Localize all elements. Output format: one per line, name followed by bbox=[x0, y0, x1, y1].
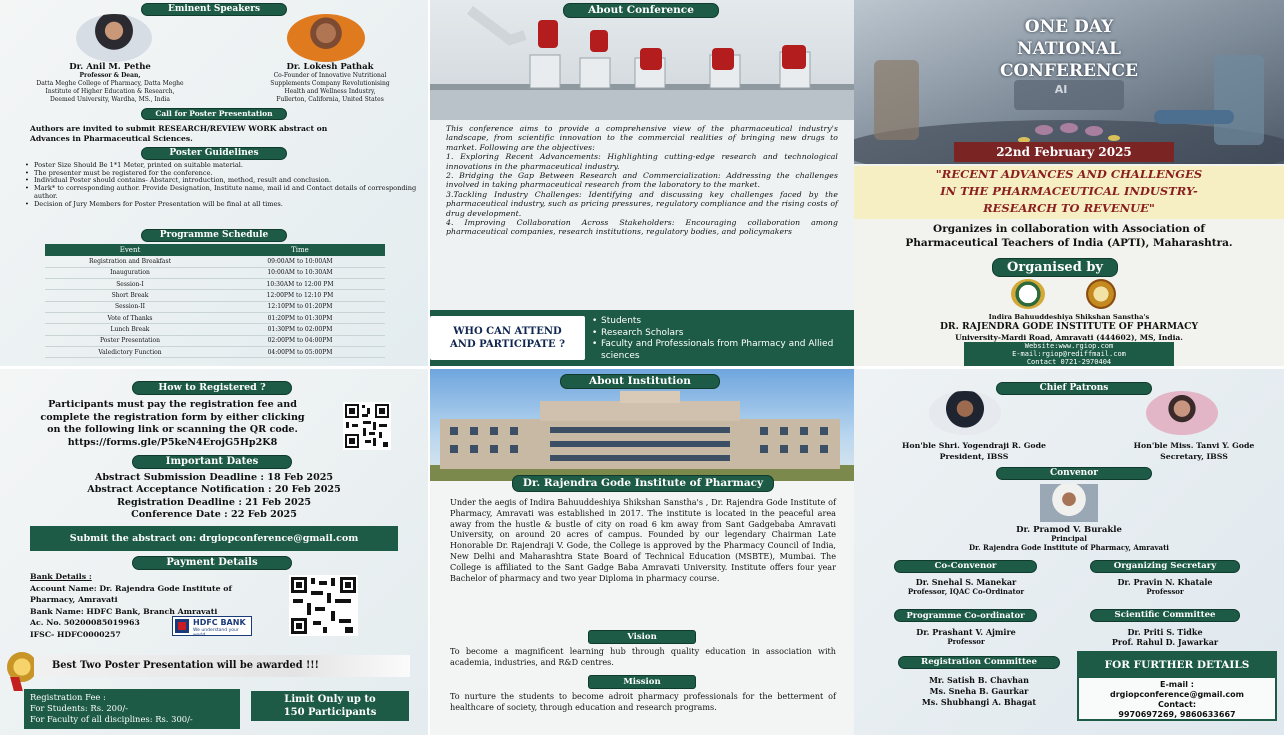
poster-panel-committee bbox=[854, 369, 1284, 735]
who-can-attend-list bbox=[592, 316, 850, 362]
chief-patrons-heading: Chief Patrons bbox=[996, 382, 1152, 395]
schedule-event: Session-I bbox=[45, 279, 215, 290]
pharma-production-line-image bbox=[430, 0, 854, 120]
schedule-row bbox=[45, 346, 385, 357]
guideline-item: • Mark* to corresponding author. Provide Designation, Institute name, mail id and Contact details of corresponding author. bbox=[25, 185, 423, 200]
schedule-event: Vote of Thanks bbox=[45, 312, 215, 323]
registration-fee-box: Registration Fee : For Students: Rs. 200/- For Faculty of all disciplines: Rs. 300/- bbox=[24, 689, 240, 729]
schedule-event: Poster Presentation bbox=[45, 335, 215, 346]
hdfc-logo-icon bbox=[175, 619, 189, 633]
schedule-row bbox=[45, 301, 385, 312]
convenor-heading: Convenor bbox=[996, 467, 1152, 480]
schedule-time: 10:30AM to 12:00 PM bbox=[215, 279, 385, 290]
payment-details-heading: Payment Details bbox=[132, 556, 292, 570]
award-announcement: Best Two Poster Presentation will be awarded !!! bbox=[34, 655, 410, 677]
patron-photo-yogendraji-gode bbox=[929, 391, 1001, 435]
conference-theme: "RECENT ADVANCES AND CHALLENGES IN THE PHARMACEUTICAL INDUSTRY- RESEARCH TO REVENUE" bbox=[854, 166, 1284, 219]
scientific-committee-heading: Scientific Committee bbox=[1090, 609, 1240, 622]
speaker-photo-anil-pethe bbox=[76, 14, 152, 62]
contact-strip bbox=[964, 342, 1174, 366]
mission-heading: Mission bbox=[588, 675, 696, 689]
conference-date: 22nd February 2025 bbox=[954, 142, 1174, 162]
schedule-event: Short Break bbox=[45, 290, 215, 301]
mission-text: To nurture the students to become adroit pharmacy professionals for the betterment of healthcare of society, through education and research programs. bbox=[450, 691, 836, 712]
speaker2-details: Co-Founder of Innovative Nutritional Supplements Company Revolutionising Health and Wellness Industry, Fullerton, California, United States bbox=[270, 72, 390, 103]
ai-chip-label: AI bbox=[1054, 83, 1068, 96]
bank-details: Bank Details : Account Name: Dr. Rajendra Gode Institute of Pharmacy, Amravati Bank Name: HDFC Bank, Branch Amravati Ac. No. 50200085019963 IFSC- HDFC0000257 bbox=[30, 572, 232, 639]
vision-heading: Vision bbox=[588, 630, 696, 644]
hdfc-bank-logo: HDFC BANK We understand your world bbox=[172, 616, 252, 636]
poster-guidelines-heading: Poster Guidelines bbox=[141, 147, 287, 160]
who-can-attend-item: • Research Scholars bbox=[592, 328, 850, 340]
how-to-register-text: Participants must pay the registration fee and complete the registration form by either clicking on the following link or scanning the QR code. https://forms.gle/P5keN4ErojG5Hp2K8 bbox=[20, 399, 325, 449]
schedule-time: 12:10PM to 01:20PM bbox=[215, 301, 385, 312]
schedule-row bbox=[45, 279, 385, 290]
guideline-item: • Poster Size Should Be 1*1 Meter, printed on suitable material. bbox=[25, 162, 423, 170]
website-link[interactable]: Website:www.rgiop.com bbox=[1024, 342, 1114, 350]
convenor-details: Dr. Pramod V. Burakle Principal Dr. Rajendra Gode Institute of Pharmacy, Amravati bbox=[969, 525, 1169, 552]
poster-panel-speakers bbox=[0, 0, 428, 366]
speaker1-details: Professor & Dean, Datta Meghe College of Pharmacy, Datta Meghe Institute of Higher Education & Research, Deemed University, Wardha, MS., India bbox=[36, 72, 184, 103]
schedule-time: 10:00AM to 10:30AM bbox=[215, 267, 385, 278]
programme-coordinator-details: Dr. Prashant V. Ajmire Professor bbox=[916, 627, 1016, 646]
schedule-event: Valedictory Function bbox=[45, 346, 215, 357]
convenor-photo bbox=[1040, 484, 1098, 522]
speaker2-name: Dr. Lokesh Pathak bbox=[286, 62, 374, 72]
guideline-item: • The presenter must be registered for the conference. bbox=[25, 170, 423, 178]
who-can-attend-box bbox=[430, 310, 854, 366]
email-link[interactable]: E-mail:rgiop@rediffmail.com bbox=[1012, 350, 1126, 358]
ibss-logo-icon bbox=[1011, 279, 1045, 309]
rgiop-logo-icon bbox=[1086, 279, 1116, 309]
registration-committee-members: Mr. Satish B. Chavhan Ms. Sneha B. Gaurkar Ms. Shubhangi A. Bhagat bbox=[921, 675, 1037, 707]
schedule-time: 02:00PM to 04:00PM bbox=[215, 335, 385, 346]
further-details-phone: 9970697269, 9860633667 bbox=[1118, 710, 1236, 719]
schedule-row bbox=[45, 335, 385, 346]
schedule-row bbox=[45, 312, 385, 323]
speaker1-name: Dr. Anil M. Pethe bbox=[69, 62, 151, 72]
poster-guidelines-list bbox=[25, 162, 423, 208]
co-convenor-heading: Co-Convenor bbox=[894, 560, 1037, 573]
programme-coordinator-heading: Programme Co-ordinator bbox=[894, 609, 1037, 622]
schedule-event: Lunch Break bbox=[45, 324, 215, 335]
schedule-time: 01:30PM to 02:00PM bbox=[215, 324, 385, 335]
important-dates-heading: Important Dates bbox=[132, 455, 292, 469]
poster-panel-registration bbox=[0, 369, 428, 735]
schedule-time: 01:20PM to 01:30PM bbox=[215, 312, 385, 323]
payment-qr-code[interactable] bbox=[289, 575, 358, 636]
submit-abstract-banner: Submit the abstract on: drgiopconference@gmail.com bbox=[30, 526, 398, 551]
organised-by-heading: Organised by bbox=[992, 258, 1118, 277]
who-can-attend-item: • Students bbox=[592, 316, 850, 328]
how-to-register-heading: How to Registered ? bbox=[132, 381, 292, 395]
schedule-time: 12:00PM to 12:10 PM bbox=[215, 290, 385, 301]
participant-limit-box: Limit Only up to 150 Participants bbox=[251, 691, 409, 721]
call-for-poster-text: Authors are invited to submit RESEARCH/REVIEW WORK abstract on Advances in Pharmaceutical Sciences. bbox=[30, 124, 328, 143]
patron1-text: Hon'ble Shri. Yogendraji R. Gode President, IBSS bbox=[902, 441, 1046, 461]
speaker-photo-lokesh-pathak bbox=[287, 14, 365, 62]
sanstha-name: Indira Bahuuddeshiya Shikshan Sanstha's bbox=[988, 313, 1150, 321]
scientific-committee-details: Dr. Priti S. Tidke Prof. Rahul D. Jawarkar bbox=[1111, 627, 1219, 647]
collaboration-text: Organizes in collaboration with Association of Pharmaceutical Teachers of India (APTI), Maharashtra. bbox=[905, 223, 1233, 249]
institute-name: DR. RAJENDRA GODE INSTITUTE OF PHARMACY bbox=[939, 321, 1199, 332]
co-convenor-details: Dr. Snehal S. Manekar Professor, IQAC Co-Ordinator bbox=[907, 577, 1025, 596]
organizing-secretary-details: Dr. Pravin N. Khatale Professor bbox=[1117, 577, 1213, 596]
poster-panel-about-conference bbox=[430, 0, 854, 366]
col-time: Time bbox=[215, 244, 385, 256]
col-event: Event bbox=[45, 244, 215, 256]
guideline-item: • Decision of Jury Members for Poster Presentation will be final at all times. bbox=[25, 201, 423, 209]
further-details-email[interactable]: drgiopconference@gmail.com bbox=[1110, 690, 1244, 699]
registration-committee-heading: Registration Committee bbox=[898, 656, 1060, 669]
poster-panel-about-institution bbox=[430, 369, 854, 735]
schedule-row bbox=[45, 324, 385, 335]
who-can-attend-item: • Faculty and Professionals from Pharmacy and Allied sciences bbox=[592, 339, 850, 362]
patron-photo-tanvi-gode bbox=[1146, 391, 1218, 435]
schedule-event: Session-II bbox=[45, 301, 215, 312]
conference-title: ONE DAY NATIONAL CONFERENCE bbox=[999, 17, 1139, 81]
institution-about-text: Under the aegis of Indira Bahuuddeshiya Shikshan Sanstha's , Dr. Rajendra Gode Institute of Pharmacy, Amravati was established in 2017. The institute is located in the peaceful area away from the hustle & bustle of city on road 6 km away from Sant Gadgebaba Amravati University, on around 20 acres of campus. Founded by our legendary Chairman Late Honorable Dr. Rajendraji V. Gode, the College is approved by the Pharmacy Council of India, New Delhi and Maharashtra State Board of Technical Education (MSBTE), Mumbai. The College is affiliated to the Sant Gadge Baba Amravati University. Institute offers four year Bachelor of pharmacy and two year Diploma in pharmacy course. bbox=[450, 497, 836, 583]
guideline-item: • Individual Poster should contains- Abstarct, introduction, method, result and conclusion. bbox=[25, 177, 423, 185]
patron2-text: Hon'ble Miss. Tanvi Y. Gode Secretary, IBSS bbox=[1133, 441, 1255, 461]
schedule-time: 04:00PM to 05:00PM bbox=[215, 346, 385, 357]
vision-text: To become a magnificent learning hub through quality education in association with academia, industries, and R&D centres. bbox=[450, 646, 836, 667]
further-details-box: FOR FURTHER DETAILS E-mail : drgiopconference@gmail.com Contact: 9970697269, 9860633667 bbox=[1077, 651, 1277, 721]
organizing-secretary-heading: Organizing Secretary bbox=[1090, 560, 1240, 573]
about-institution-heading: About Institution bbox=[560, 374, 720, 389]
programme-schedule-heading: Programme Schedule bbox=[141, 229, 287, 242]
about-conference-text: This conference aims to provide a comprehensive view of the pharmaceutical industry's landscape, from scientific innovation to the commercial realities of bringing new drugs to market. Following are the objectives: 1. Exploring Recent Advancements: Highlighting cutting-edge research and technological innovations in the pharmaceutical industry. 2. Bridging the Gap Between Research and Commercialization: Addressing the challenges involved in taking pharmaceutical research from the laboratory to the market. 3.Tackling Industry Challenges: Identifying and discussing key challenges faced by the pharmaceutical industry, such as pricing pressures, regulatory compliance and the rising costs of drug development. 4. Improving Collaboration Across Stakeholders: Encouraging collaboration among pharmaceutical companies, research institutions, regulatory bodies, and policymakers bbox=[446, 124, 838, 237]
call-for-poster-heading: Call for Poster Presentation bbox=[141, 108, 287, 120]
registration-form-link[interactable]: https://forms.gle/P5keN4ErojG5Hp2K8 bbox=[67, 436, 278, 448]
eminent-speakers-heading: Eminent Speakers bbox=[141, 3, 287, 16]
schedule-row bbox=[45, 256, 385, 267]
contact-number: Contact 0721-2970404 bbox=[1026, 358, 1112, 366]
important-dates-list: Abstract Submission Deadline : 18 Feb 2025 Abstract Acceptance Notification : 20 Feb 2025 Registration Deadline : 21 Feb 2025 Conference Date : 22 Feb 2025 bbox=[87, 472, 341, 521]
about-conference-heading: About Conference bbox=[563, 3, 719, 18]
who-can-attend-label: WHO CAN ATTEND AND PARTICIPATE ? bbox=[430, 316, 585, 360]
registration-qr-code[interactable] bbox=[343, 402, 391, 450]
schedule-event: Inauguration bbox=[45, 267, 215, 278]
programme-schedule-table bbox=[45, 244, 385, 358]
institute-address: University-Mardi Road, Amravati (444602), MS, India. bbox=[955, 333, 1183, 342]
poster-panel-title bbox=[854, 0, 1284, 366]
schedule-event: Registration and Breakfast bbox=[45, 256, 215, 267]
schedule-time: 09:00AM to 10:00AM bbox=[215, 256, 385, 267]
institution-name-banner: Dr. Rajendra Gode Institute of Pharmacy bbox=[512, 475, 774, 492]
schedule-row bbox=[45, 290, 385, 301]
schedule-row bbox=[45, 267, 385, 278]
